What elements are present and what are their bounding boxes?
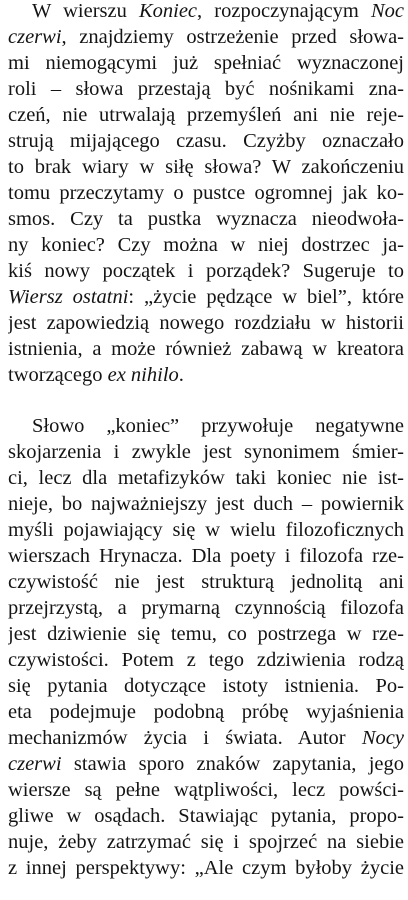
text-line <box>8 803 404 829</box>
text-segment: W wierszu <box>32 0 139 22</box>
text-segment: wierszach Hrynacza. Dla poety i filozofa rze- <box>8 545 404 567</box>
text-segment: smos. Czy ta pustka wyznacza nieodwoła- <box>8 208 404 230</box>
text-segment: : „życie pędzące w biel”, które <box>128 286 404 308</box>
text-line <box>8 673 404 699</box>
text-segment: nieje, bo najważniejszy jest duch – powiernik <box>8 493 404 515</box>
text-segment: jest dziwienie się temu, co postrzega w rze- <box>8 623 404 645</box>
text-line <box>8 517 404 543</box>
text-segment: się pytania dotyczące istoty istnienia. Po- <box>8 675 404 697</box>
italic-text: czerwi <box>8 753 62 775</box>
text-line <box>8 855 404 881</box>
text-line <box>8 128 404 154</box>
text-line <box>8 180 404 206</box>
text-line <box>8 491 404 517</box>
text-segment: Słowo „koniec” przywołuje negatywne <box>32 415 404 437</box>
italic-text: czerwi <box>8 26 62 48</box>
text-segment: istnienia, a może również zabawą w kreatora <box>8 338 404 360</box>
text-segment: eta podejmuje podobną próbę wyjaśnienia <box>8 701 404 723</box>
text-line <box>8 621 404 647</box>
text-line <box>8 699 404 725</box>
italic-text: Koniec <box>138 0 198 22</box>
text-segment: czywistość nie jest strukturą jednolitą ani <box>8 571 404 593</box>
text-segment: myśli pojawiający się w wielu filozoficznych <box>8 519 404 541</box>
text-segment: ny koniec? Czy można w niej dostrzec ja- <box>8 234 404 256</box>
text-line <box>8 258 404 284</box>
text-line <box>8 725 404 751</box>
text-line <box>8 232 404 258</box>
italic-text: Noc <box>370 0 404 22</box>
text-segment: to brak wiary w siłę słowa? W zakończeniu <box>8 156 404 178</box>
text-segment: nuje, żeby zatrzymać się i spojrzeć na siebie <box>8 831 404 853</box>
italic-text: Wiersz ostatni <box>8 286 129 308</box>
paragraph-1 <box>8 0 404 388</box>
text-line <box>8 24 404 50</box>
text-segment: czywistości. Potem z tego zdziwienia rodzą <box>8 649 404 671</box>
italic-text: Nocy <box>361 727 404 749</box>
text-line <box>8 595 404 621</box>
text-segment: kiś nowy początek i porządek? Sugeruje to <box>8 260 404 282</box>
text-line <box>8 777 404 803</box>
text-segment: roli – słowa przestają być nośnikami zna- <box>8 78 404 100</box>
text-line <box>8 206 404 232</box>
text-segment: jest zapowiedzią nowego rozdziału w historii <box>8 312 404 334</box>
text-segment: . <box>178 364 184 386</box>
text-segment: z innej perspektywy: „Ale czym byłoby życie <box>8 857 404 879</box>
italic-text: ex nihilo <box>107 364 179 386</box>
text-line <box>8 829 404 855</box>
paragraph-2 <box>8 413 404 881</box>
text-line <box>8 0 404 24</box>
text-line <box>8 336 404 362</box>
text-line <box>8 102 404 128</box>
text-line <box>8 647 404 673</box>
text-line <box>8 543 404 569</box>
text-segment: , rozpoczynającym <box>197 0 371 22</box>
text-segment: tomu przeczytamy o pustce ogromnej jak ko- <box>8 182 404 204</box>
text-line <box>8 439 404 465</box>
text-segment: ci, lecz dla metafizyków taki koniec nie ist- <box>8 467 404 489</box>
text-segment: stawia sporo znaków zapytania, jego <box>61 753 404 775</box>
text-segment: tworzącego <box>8 364 108 386</box>
text-line <box>8 76 404 102</box>
text-segment: gliwe w osądach. Stawiając pytania, propo- <box>8 805 404 827</box>
text-segment: skojarzenia i zwykle jest synonimem śmier- <box>8 441 404 463</box>
book-page <box>8 0 404 900</box>
text-segment: mechanizmów życia i świata. Autor <box>8 727 362 749</box>
text-segment: czeń, nie utrwalają przemyśleń ani nie reje- <box>8 104 404 126</box>
text-segment: wiersze są pełne wątpliwości, lecz powści- <box>8 779 404 801</box>
text-line <box>8 362 404 388</box>
text-line <box>8 284 404 310</box>
text-line <box>8 310 404 336</box>
text-line <box>8 465 404 491</box>
text-line <box>8 154 404 180</box>
text-segment: przejrzystą, a prymarną czynnością filozofa <box>8 597 404 619</box>
text-line <box>8 751 404 777</box>
text-segment: mi niemogącymi już spełniać wyznaczonej <box>8 52 404 74</box>
text-line <box>8 569 404 595</box>
text-segment: , znajdziemy ostrzeżenie przed słowa- <box>61 26 404 48</box>
text-line <box>8 50 404 76</box>
text-segment: strują mijającego czasu. Czyżby oznaczało <box>8 130 404 152</box>
text-line <box>8 413 404 439</box>
